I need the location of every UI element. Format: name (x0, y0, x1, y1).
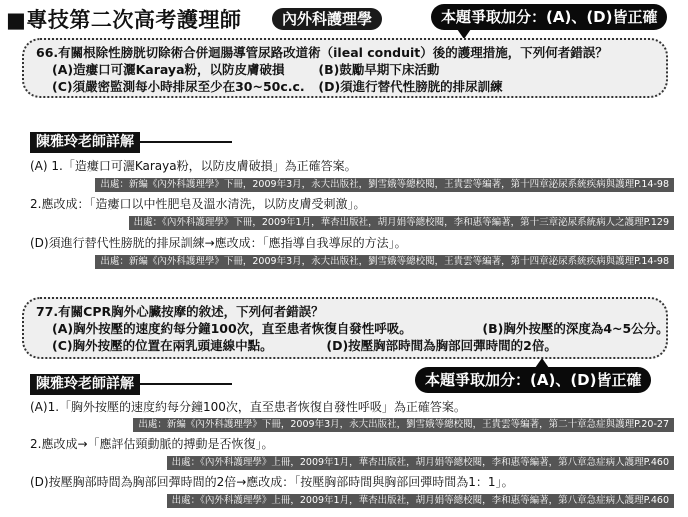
bonus-callout-q66: 本題爭取加分：(A)、(D)皆正確 (431, 4, 667, 30)
explanation-66-source-1: 出處：新編《內外科護理學》下冊，2009年3月，永大出版社，劉雪娥等總校閱，王貴雲等編著，第十四章泌尿系統疾病與護理P.14-98 (95, 178, 674, 192)
explanation-77-line-2: 2.應改成→「應評估頸動脈的搏動是否恢復」。 (30, 437, 274, 451)
question-66-options-row-2 (36, 78, 654, 95)
question-77-options-row-1 (36, 320, 669, 337)
explanation-77-source-2: 出處：《內外科護理學》上冊，2009年1月，華杏出版社，胡月娟等總校閱，李和惠等編著，第八章急症病人護理P.460 (167, 456, 674, 470)
question-66-option-c: (C)須嚴密監測每小時排尿至少在30~50c.c. (52, 79, 305, 94)
question-77-option-b: (B)胸外按壓的深度為4~5公分。 (482, 321, 669, 336)
explanation-77-heading: 陳雅玲老師詳解 (30, 374, 140, 395)
question-66-option-a: (A)造瘻口可灑Karaya粉，以防皮膚破損 (52, 62, 285, 77)
question-66-options-row-1 (36, 61, 654, 78)
subject-badge: 內外科護理學 (272, 8, 382, 30)
question-66-option-d: (D)須進行替代性膀胱的排尿訓練 (318, 79, 503, 94)
page-title: ■專技第二次高考護理師 (6, 8, 242, 32)
explanation-66-heading: 陳雅玲老師詳解 (30, 132, 140, 153)
explanation-66-source-2: 出處：《內外科護理學》下冊，2009年1月，華杏出版社，胡月娟等總校閱，李和惠等編著，第十三章泌尿系統病人之護理P.129 (129, 216, 674, 230)
question-66-stem: 66.有關根除性膀胱切除術合併迴腸導管尿路改道術（ileal conduit）後的護理措施，下列何者錯誤？ (36, 45, 608, 60)
explanation-77-source-1: 出處：新編《內外科護理學》下冊，2009年3月，永大出版社，劉雪娥等總校閱，王貴雲等編著，第二十章急症與護理P.20-27 (133, 418, 674, 432)
explanation-77-line-1: (A)1.「胸外按壓的速度約每分鐘100次，直至患者恢復自發性呼吸」為正確答案。 (30, 400, 466, 414)
bonus-callout-q77: 本題爭取加分：(A)、(D)皆正確 (415, 367, 651, 393)
explanation-66-line-3: (D)須進行替代性膀胱的排尿訓練→應改成：「應指導自我導尿的方法」。 (30, 236, 407, 250)
question-77-options-row-2 (36, 337, 654, 354)
question-77-box (22, 297, 668, 359)
question-77-stem: 77.有關CPR胸外心臟按摩的敘述，下列何者錯誤？ (36, 304, 324, 319)
question-66-box (22, 38, 668, 98)
explanation-66-line-2: 2.應改成：「造瘻口以中性肥皂及溫水清洗，以防皮膚受刺激」。 (30, 197, 366, 211)
question-66-option-b: (B)鼓勵早期下床活動 (318, 62, 440, 77)
explanation-77-line-3: (D)按壓胸部時間為胸部回彈時間的2倍→應改成：「按壓胸部時間與胸部回彈時間為1：1」。 (30, 475, 514, 489)
explanation-66-source-3: 出處：新編《內外科護理學》下冊，2009年3月，永大出版社，劉雪娥等總校閱，王貴雲等編著，第十四章泌尿系統疾病與護理P.14-98 (95, 255, 674, 269)
question-77-option-d: (D)按壓胸部時間為胸部回彈時間的2倍。 (326, 338, 557, 353)
explanation-77-source-3: 出處：《內外科護理學》上冊，2009年1月，華杏出版社，胡月娟等總校閱，李和惠等編著，第八章急症病人護理P.460 (167, 494, 674, 508)
question-77-option-c: (C)胸外按壓的位置在兩乳頭連線中點。 (52, 338, 273, 353)
question-77-option-a: (A)胸外按壓的速度約每分鐘100次，直至患者恢復自發性呼吸。 (52, 321, 412, 336)
explanation-66-line-1: (A) 1.「造瘻口可灑Karaya粉，以防皮膚破損」為正確答案。 (30, 159, 357, 173)
